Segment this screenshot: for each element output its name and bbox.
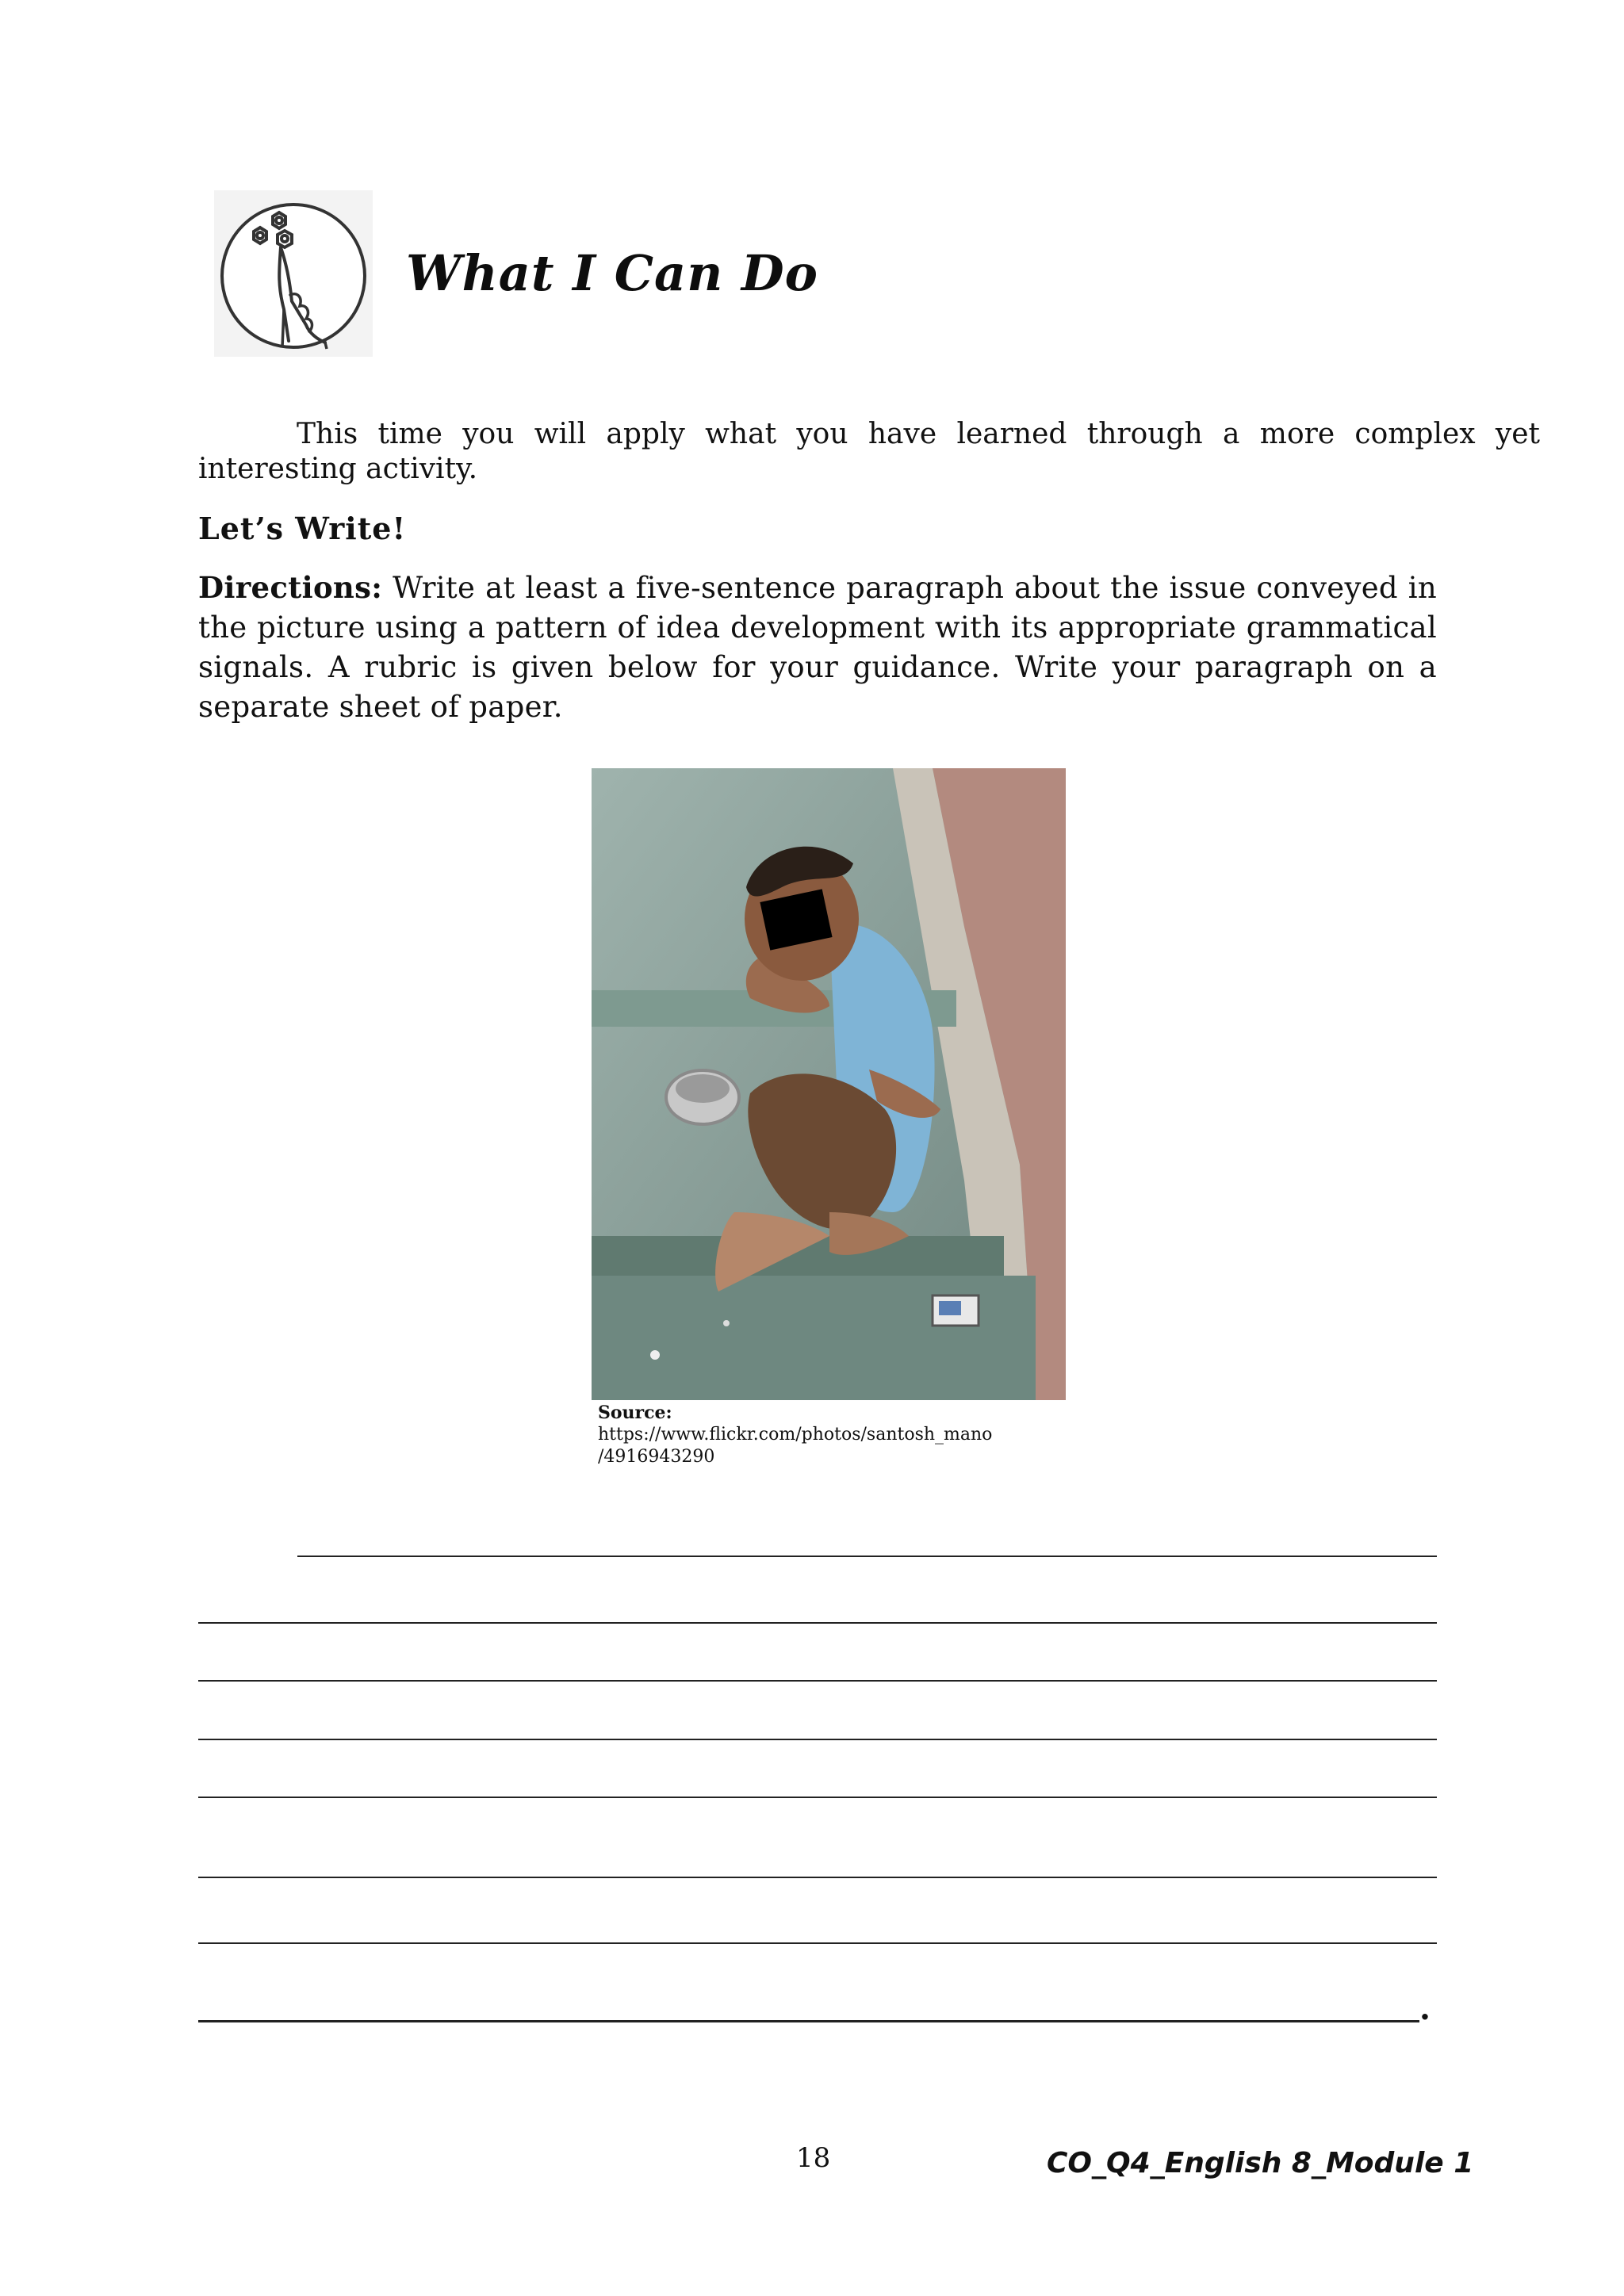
answer-end-period: . [1419, 1990, 1431, 2027]
answer-line-5[interactable] [198, 1797, 1437, 1798]
directions-text: Write at least a five-sentence paragraph about the issue conveyed in the picture using a pattern of idea development with its appropriate grammatical signals. A rubric is given below for your guidance. Write your paragraph on a separate sheet of paper. [198, 571, 1437, 724]
intro-paragraph [198, 417, 1540, 487]
answer-line-1[interactable] [297, 1556, 1437, 1557]
answer-line-2[interactable] [198, 1622, 1437, 1624]
directions-paragraph [198, 568, 1437, 727]
answer-line-8[interactable] [198, 2020, 1419, 2022]
answer-line-6[interactable] [198, 1877, 1437, 1878]
photo-source [598, 1402, 992, 1468]
lets-write-heading: Let’s Write! [198, 511, 407, 546]
page-number: 18 [796, 2142, 831, 2174]
intro-text: This time you will apply what you have learned through a more complex yet interesting activity. [198, 418, 1540, 485]
answer-line-3[interactable] [198, 1680, 1437, 1682]
hand-with-gears-icon [214, 190, 373, 357]
answer-line-4[interactable] [198, 1739, 1437, 1740]
photo-sleeping-child [592, 768, 1066, 1400]
answer-line-7[interactable] [198, 1942, 1437, 1944]
directions-label: Directions: [198, 570, 383, 605]
source-url-line1: https://www.flickr.com/photos/santosh_mano [598, 1425, 993, 1445]
source-label: Source: [598, 1402, 672, 1423]
source-url-line2: /4916943290 [598, 1447, 715, 1467]
footer-module-code: CO_Q4_English 8_Module 1 [1047, 2147, 1474, 2179]
section-title: What I Can Do [406, 244, 818, 302]
